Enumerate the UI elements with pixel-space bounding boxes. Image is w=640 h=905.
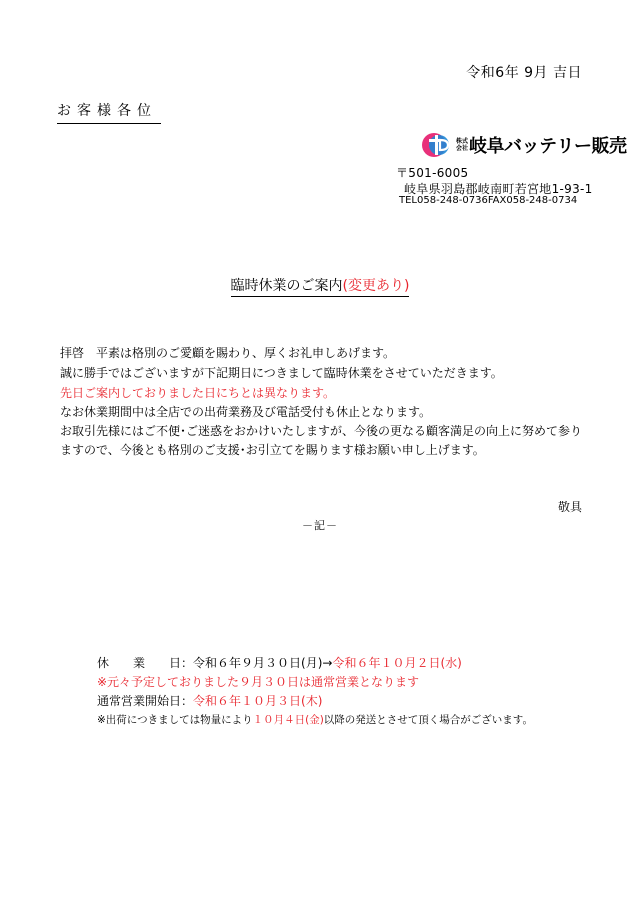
- shipping-note: [97, 712, 533, 727]
- body-line-1: 拝啓 平素は格別のご愛顧を賜わり、厚くお礼申しあげます。: [60, 346, 396, 360]
- document-date: 令和6年 9月 吉日: [466, 65, 582, 81]
- body-line-2: 誠に勝手ではございますが下記期日につきまして臨時休業をさせていただきます。: [60, 366, 503, 380]
- original-date-note: ※元々予定しておりました９月３０日は通常営業となります: [97, 675, 420, 689]
- holiday-label: 休 業 日: [97, 656, 182, 670]
- holiday-old-date: ：令和６年９月３０日(月)→: [181, 656, 333, 670]
- shipping-date: １０月４日(金): [252, 714, 324, 726]
- holiday-new-date: 令和６年１０月２日(水): [332, 656, 462, 670]
- addressee: お客様各位: [57, 100, 161, 124]
- body-line-5: お取引先様にはご不便･ご迷惑をおかけいたしますが、今後の更なる顧客満足の向上に努めて参り: [60, 424, 583, 438]
- company-logo: [421, 130, 627, 160]
- resume-label: 通常営業開始日: [97, 694, 182, 708]
- kabushiki-bottom: 会社: [456, 145, 469, 152]
- company-name: 岐阜バッテリー販売: [469, 136, 627, 157]
- holiday-row: [97, 654, 462, 671]
- closing-keigu: 敬具: [557, 500, 582, 514]
- kabushiki-top: 株式: [456, 138, 469, 145]
- shipping-note-pre: ※出荷につきましては物量により: [97, 714, 253, 726]
- tel-fax: TEL058-248-0736FAX058-248-0734: [399, 195, 578, 206]
- title-change-note: (変更あり): [342, 278, 410, 294]
- logo-mark-icon: [421, 130, 455, 160]
- resume-date: 令和６年１０月３日(木): [193, 694, 323, 708]
- title-main: 臨時休業のご案内: [230, 278, 343, 294]
- resume-colon: ：: [181, 694, 194, 708]
- kabushiki-kaisha-mark: [456, 138, 468, 152]
- ki-marker: －記－: [302, 519, 338, 532]
- body-line-3-notice: 先日ご案内しておりました日にちとは異なります。: [60, 386, 336, 400]
- page-title: [0, 275, 640, 295]
- title-main-wrap: [231, 278, 410, 297]
- body-line-6: ますので、今後とも格別のご支援･お引立てを賜ります様お願い申し上げます。: [60, 443, 485, 457]
- shipping-note-post: 以降の発送とさせて頂く場合がございます。: [323, 714, 533, 726]
- resume-row: [97, 692, 322, 709]
- postal-code: 〒501-6005: [396, 166, 469, 180]
- company-address: 岐阜県羽島郡岐南町若宮地1-93-1: [404, 182, 593, 196]
- body-line-4: なお休業期間中は全店での出荷業務及び電話受付も休止となります。: [60, 405, 432, 419]
